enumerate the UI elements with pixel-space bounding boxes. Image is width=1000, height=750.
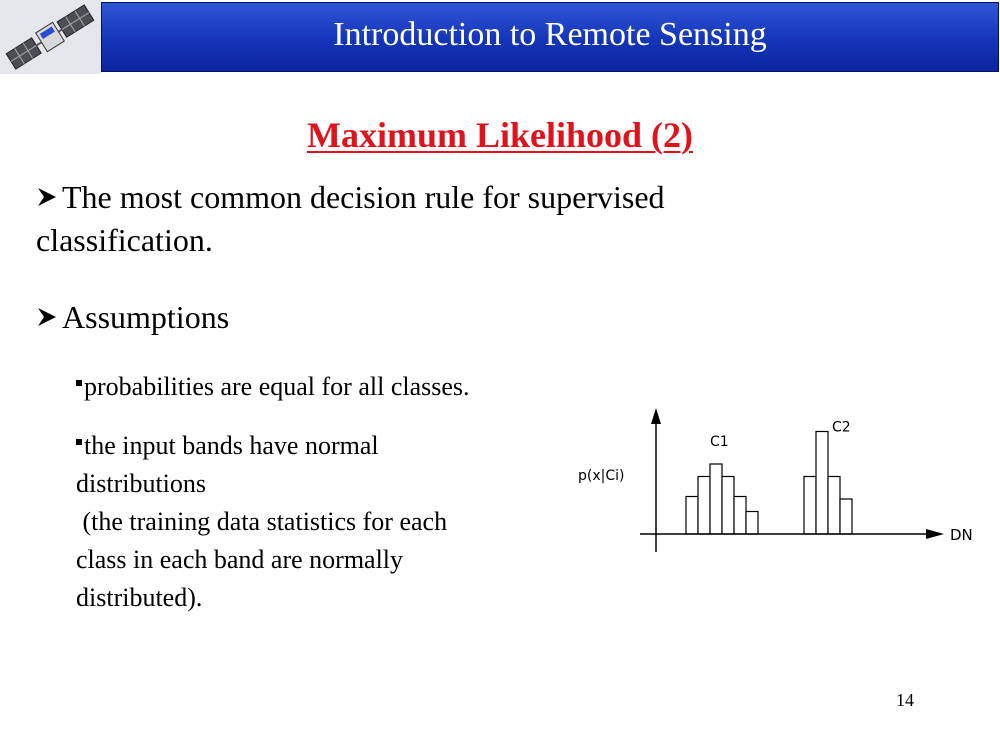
title-bar [101,2,999,72]
histogram-bar [722,477,734,535]
histogram-bar [686,497,698,535]
series-label-c2: C2 [832,419,851,436]
bullet-assumptions [36,296,229,339]
histogram-bar [816,432,828,535]
arrow-bullet-icon [36,186,58,208]
sub-bullet-equal-probabilities [76,368,470,406]
arrow-bullet-icon [36,306,58,328]
page-number: 14 [896,690,914,710]
square-bullet-icon [76,439,82,445]
histogram-bar [840,499,852,534]
histogram-bar [698,477,710,535]
sub-bullet-line5: distributed). [76,583,203,612]
bullet-text-line1: The most common decision rule for supervised [62,179,665,215]
bullet-text-line2: classification. [36,222,213,258]
slide-heading: Maximum Likelihood (2) [306,115,693,155]
x-axis-label: DN [950,526,973,544]
histogram-bar [804,477,816,535]
satellite-logo [0,0,101,74]
sub-bullet-line2: distributions [76,469,207,498]
square-bullet-icon [76,380,82,386]
histogram-bar [710,464,722,534]
x-axis-arrow-icon [926,529,944,539]
y-axis-label: p(x|Ci) [578,468,625,484]
histogram-bar [734,497,746,535]
bullet-decision-rule [36,176,936,262]
histogram-chart [570,398,990,558]
histogram-bar [828,477,840,535]
sub-bullet-line1: the input bands have normal [84,431,379,460]
series-label-c1: C1 [710,434,729,450]
sub-bullet-normal-distributions [76,427,576,617]
histogram-bar [746,512,758,535]
page-title: Introduction to Remote Sensing [333,16,767,53]
bullet-text: Assumptions [62,299,230,335]
sub-bullet-text: probabilities are equal for all classes. [84,372,470,401]
sub-bullet-line3: (the training data statistics for each [76,507,448,536]
sub-bullet-line4: class in each band are normally [76,545,404,574]
y-axis-arrow-icon [651,408,661,424]
